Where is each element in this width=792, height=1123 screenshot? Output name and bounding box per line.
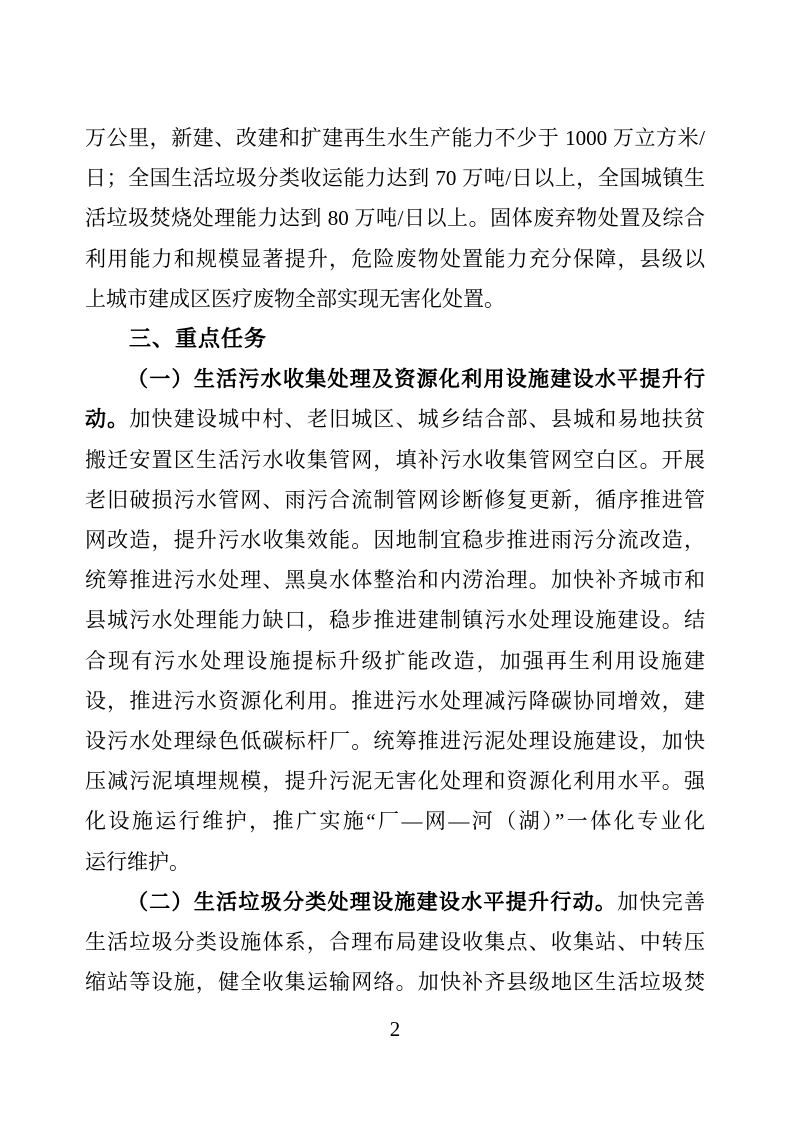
body-text: 合现有污水处理设施提标升级扩能改造，加强再生利用设施建 <box>85 648 705 673</box>
body-text: 县城污水处理能力缺口，稳步推进建制镇污水处理设施建设。结 <box>85 608 705 633</box>
paragraph-goals-continuation <box>85 118 705 319</box>
text-line <box>85 801 705 841</box>
document-body <box>85 0 705 1046</box>
text-line <box>85 842 705 882</box>
paragraph-item-1-sewage <box>85 359 705 882</box>
text-line <box>85 399 705 439</box>
body-text: 加快完善 <box>617 889 706 914</box>
text-line <box>85 922 705 962</box>
text-line <box>85 198 705 238</box>
body-text: 老旧破损污水管网、雨污合流制管网诊断修复更新，循序推进管 <box>85 487 705 512</box>
text-line <box>85 440 705 480</box>
bold-text: 三、重点任务 <box>129 326 268 352</box>
text-line <box>85 319 705 359</box>
text-line <box>85 118 705 158</box>
text-line <box>85 520 705 560</box>
text-line <box>85 761 705 801</box>
text-line <box>85 641 705 681</box>
text-line <box>85 962 705 1002</box>
text-line <box>85 359 705 399</box>
text-line <box>85 721 705 761</box>
body-text: 压减污泥填埋规模，提升污泥无害化处理和资源化利用水平。强 <box>85 769 705 794</box>
text-line <box>85 560 705 600</box>
text-line <box>85 279 705 319</box>
body-text: 运行维护。 <box>85 849 190 874</box>
body-text: 统筹推进污水处理、黑臭水体整治和内涝治理。加快补齐城市和 <box>85 568 705 593</box>
bold-text: 动。 <box>85 407 130 432</box>
body-text: 利用能力和规模显著提升，危险废物处置能力充分保障，县级以 <box>85 246 705 271</box>
text-line <box>85 681 705 721</box>
body-text: 上城市建成区医疗废物全部实现无害化处置。 <box>85 286 505 311</box>
body-text: 设，推进污水资源化利用。推进污水处理减污降碳协同增效，建 <box>85 688 705 713</box>
body-text: 万公里，新建、改建和扩建再生水生产能力不少于 1000 万立方米/ <box>85 126 705 150</box>
bold-text: （一）生活污水收集处理及资源化利用设施建设水平提升行 <box>127 367 705 392</box>
text-line <box>85 480 705 520</box>
page-number: 2 <box>389 1017 401 1042</box>
paragraph-item-2-waste-sorting <box>85 882 705 1003</box>
body-text: 搬迁安置区生活污水收集管网，填补污水收集管网空白区。开展 <box>85 447 705 472</box>
body-text: 网改造，提升污水收集效能。因地制宜稳步推进雨污分流改造， <box>85 528 705 553</box>
text-line <box>85 600 705 640</box>
bold-text: （二）生活垃圾分类处理设施建设水平提升行动。 <box>127 889 618 914</box>
body-text: 加快建设城中村、老旧城区、城乡结合部、县城和易地扶贫 <box>129 407 706 432</box>
body-text: 活垃圾焚烧处理能力达到 80 万吨/日以上。固体废弃物处置及综合 <box>85 206 705 231</box>
body-text: 日；全国生活垃圾分类收运能力达到 70 万吨/日以上，全国城镇生 <box>85 166 705 191</box>
body-text: 生活垃圾分类设施体系，合理布局建设收集点、收集站、中转压 <box>85 930 705 955</box>
text-line <box>85 158 705 198</box>
section-heading-key-tasks <box>85 319 705 359</box>
body-text: 化设施运行维护，推广实施“厂—网—河（湖）”一体化专业化 <box>85 809 705 834</box>
body-text: 缩站等设施，健全收集运输网络。加快补齐县级地区生活垃圾焚 <box>85 970 705 995</box>
text-line <box>85 882 705 922</box>
body-text: 设污水处理绿色低碳标杆厂。统筹推进污泥处理设施建设，加快 <box>85 729 705 754</box>
text-line <box>85 239 705 279</box>
